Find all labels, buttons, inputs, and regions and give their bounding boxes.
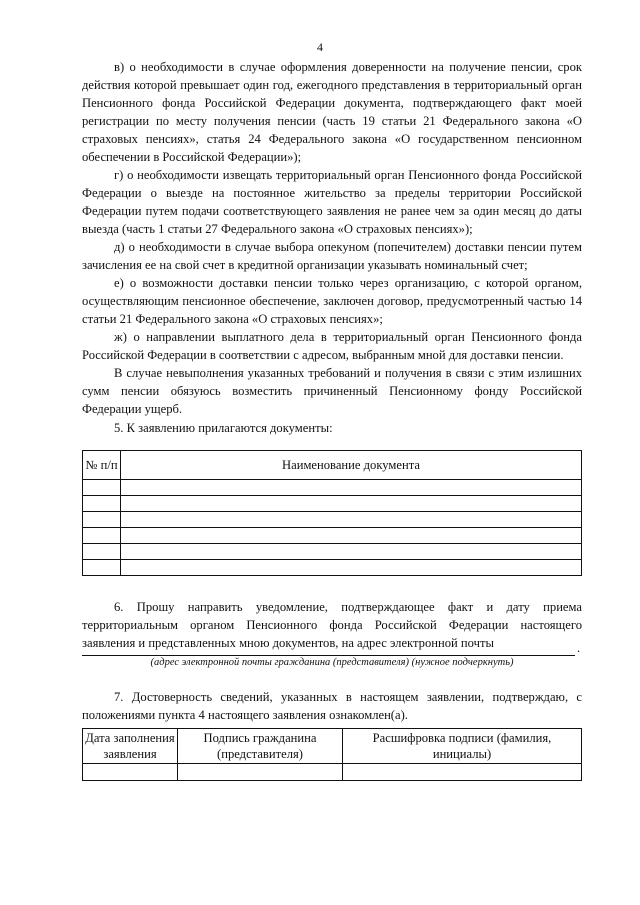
page-number: 4 (317, 40, 323, 54)
paragraph-liability: В случае невыполнения указанных требований и получения в связи с этим излишних сумм пенсии обязуюсь возместить причиненный Пенсионному фонду Российской Федерации ущерб. (82, 366, 582, 416)
date-cell[interactable] (83, 764, 178, 781)
table-cell[interactable] (83, 512, 121, 528)
decode-cell[interactable] (343, 764, 582, 781)
table-row (83, 496, 582, 512)
table-cell[interactable] (121, 560, 582, 576)
table-row (83, 544, 582, 560)
paragraph-g: г) о необходимости извещать территориальный орган Пенсионного фонда Российской Федерации о выезде на постоянное жительство за пределы территории Российской Федерации путем подачи соответствующего заявления не ранее чем за один месяц до даты выезда (часть 1 статьи 27 Федерального закона «О страховых пенсиях»); (82, 168, 582, 236)
email-caption: (адрес электронной почты гражданина (представителя) (нужное подчеркнуть) (150, 657, 514, 668)
paragraph-v: в) о необходимости в случае оформления доверенности на получение пенсии, срок действия которой превышает один год, ежегодного представления в территориальный орган Пенсионного фонда Российской Федерации документа, подтверждающего факт моей регистрации по месту получения пенсии (часть 19 статьи 21 Федерального закона «О страховых пенсиях», статья 24 Федерального закона «О государственном пенсионном обеспечении в Российской Федерации»); (82, 60, 582, 164)
signature-table (82, 728, 582, 781)
signature-cell[interactable] (178, 764, 343, 781)
col-decode-header: Расшифровка подписи (фамилия, инициалы) (343, 729, 582, 764)
col-document-name-header: Наименование документа (121, 451, 582, 480)
table-cell[interactable] (121, 544, 582, 560)
table-row (83, 512, 582, 528)
section5-title: 5. К заявлению прилагаются документы: (114, 421, 333, 435)
table-row (83, 560, 582, 576)
col-signature-header: Подпись гражданина (представителя) (178, 729, 343, 764)
table-cell[interactable] (121, 528, 582, 544)
table-cell[interactable] (121, 496, 582, 512)
table-cell[interactable] (83, 544, 121, 560)
table-cell[interactable] (83, 480, 121, 496)
table-header-row (83, 729, 582, 764)
section6-text: 6. Прошу направить уведомление, подтверждающее факт и дату приема территориальным органом Пенсионного фонда Российской Федерации настоящего заявления и представленных мною документов, на адрес электронной почты (82, 600, 582, 650)
table-cell[interactable] (83, 528, 121, 544)
table-cell[interactable] (83, 496, 121, 512)
table-row (83, 528, 582, 544)
notice-paragraphs (82, 58, 582, 418)
table-cell[interactable] (121, 512, 582, 528)
paragraph-d: д) о необходимости в случае выбора опекуном (попечителем) доставки пенсии путем зачисления ее на свой счет в кредитной организации указывать номинальный счет; (82, 240, 582, 272)
col-number-header: № п/п (83, 451, 121, 480)
paragraph-zh: ж) о направлении выплатного дела в территориальный орган Пенсионного фонда Российской Федерации в соответствии с адресом, выбранным мной для доставки пенсии. (82, 330, 582, 362)
table-cell[interactable] (83, 560, 121, 576)
table-row (83, 480, 582, 496)
documents-table (82, 450, 582, 576)
section7-text: 7. Достоверность сведений, указанных в настоящем заявлении, подтверждаю, с положениями пункта 4 настоящего заявления ознакомлен(а). (82, 690, 582, 722)
col-date-header: Дата заполнения заявления (83, 729, 178, 764)
table-cell[interactable] (121, 480, 582, 496)
paragraph-e: е) о возможности доставки пенсии только через организацию, с которой органом, осуществляющим пенсионное обеспечение, заключен договор, предусмотренный частью 14 статьи 21 Федерального закона «О страховых пенсиях»; (82, 276, 582, 326)
email-line-dot: . (577, 641, 581, 655)
table-header-row (83, 451, 582, 480)
table-row (83, 764, 582, 781)
email-input-line[interactable] (82, 655, 575, 656)
